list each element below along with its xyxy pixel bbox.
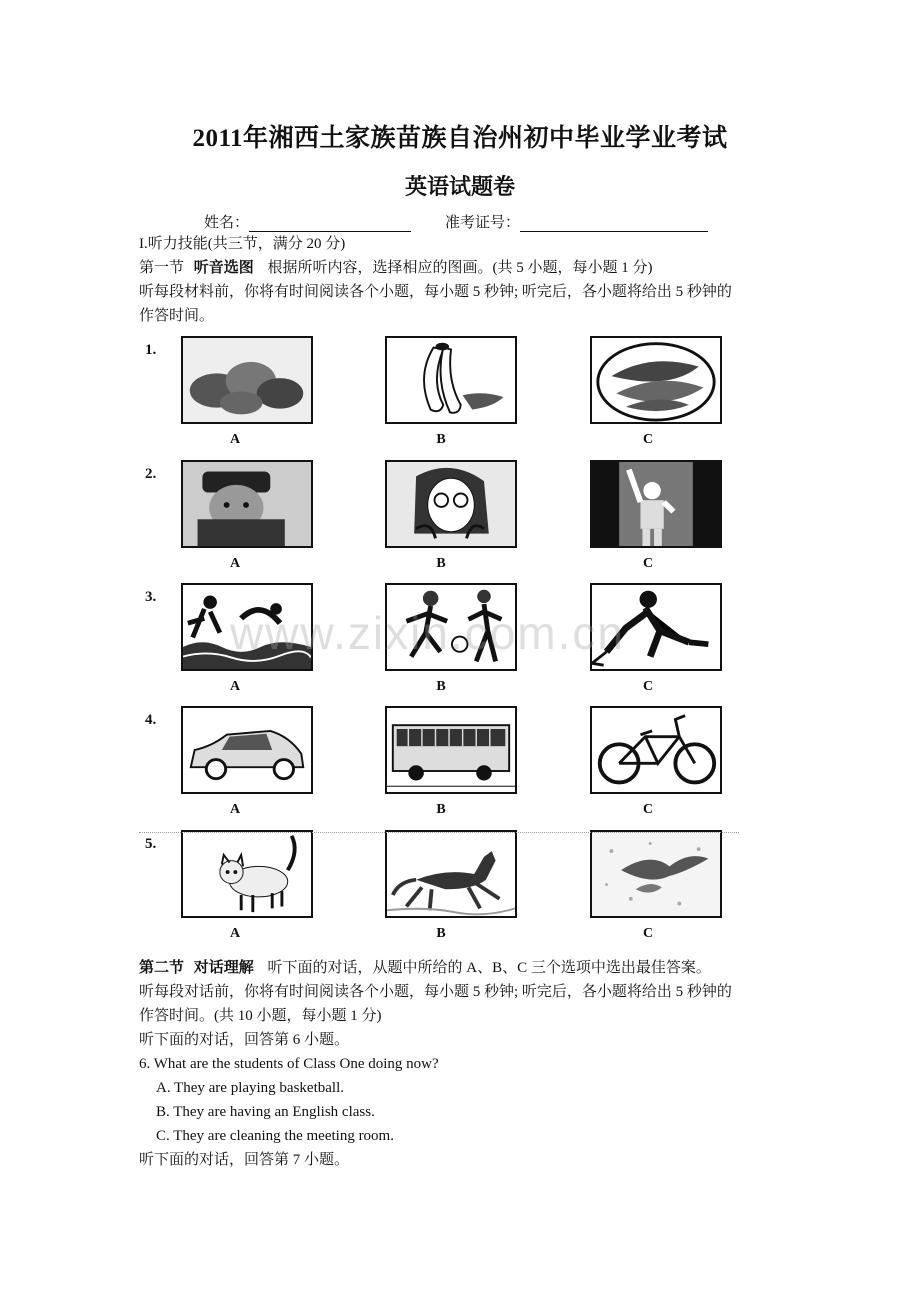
picture-question-1	[139, 336, 739, 456]
option-label-b: B	[436, 679, 446, 694]
picture-question-2	[139, 460, 739, 580]
bird-icon[interactable]	[590, 830, 722, 918]
option-label-c: C	[642, 679, 654, 694]
name-label: 姓名：	[204, 215, 250, 231]
name-blank[interactable]	[249, 215, 411, 232]
question-number: 3.	[145, 589, 157, 605]
q7-intro: 听下面的对话，回答第 7 小题。	[139, 1152, 350, 1168]
option-label-c: C	[642, 432, 654, 447]
name-id-line	[204, 211, 708, 232]
question-number: 2.	[145, 466, 157, 482]
part1-note-line2: 作答时间。	[139, 308, 215, 324]
part1-name: 听音选图	[193, 260, 254, 276]
id-blank[interactable]	[520, 215, 708, 232]
part1-instruction: 第一节 听音选图 根据所听内容，选择相应的图画。(共 5 小题，每小题 1 分)	[139, 260, 653, 276]
option-label-a: A	[229, 432, 241, 447]
picture-question-4	[139, 706, 739, 826]
part2-name: 对话理解	[193, 960, 254, 976]
car-icon[interactable]	[181, 706, 313, 794]
option-label-c: C	[642, 802, 654, 817]
bus-icon[interactable]	[385, 706, 517, 794]
option-label-b: B	[436, 802, 446, 817]
potatoes-icon[interactable]	[181, 336, 313, 424]
part2-note-line2: 作答时间。(共 10 小题，每小题 1 分)	[139, 1008, 382, 1024]
sweet-potatoes-icon[interactable]	[590, 336, 722, 424]
waving-person-icon[interactable]	[590, 460, 722, 548]
bananas-icon[interactable]	[385, 336, 517, 424]
option-label-a: A	[229, 802, 241, 817]
scan-divider	[139, 832, 739, 833]
cat-icon[interactable]	[181, 830, 313, 918]
option-label-b: B	[436, 432, 446, 447]
part2-note-line1: 听每段对话前，你将有时间阅读各个小题，每小题 5 秒钟; 听完后，各小题将给出 5 秒钟的	[139, 984, 732, 1000]
watermark: www.zixin.com.cn	[230, 607, 625, 659]
option-label-a: A	[229, 926, 241, 941]
option-label-c: C	[642, 556, 654, 571]
picture-question-5	[139, 830, 739, 950]
q6-option-b[interactable]: B. They are having an English class.	[156, 1104, 375, 1120]
exam-subtitle: 英语试题卷	[404, 174, 515, 199]
question-number: 1.	[145, 342, 157, 358]
option-label-a: A	[229, 556, 241, 571]
horse-icon[interactable]	[385, 830, 517, 918]
q6-option-a[interactable]: A. They are playing basketball.	[156, 1080, 344, 1096]
question-number: 5.	[145, 836, 157, 852]
section2-block	[139, 956, 799, 1172]
section1-block	[139, 232, 799, 328]
option-label-b: B	[436, 926, 446, 941]
option-label-a: A	[229, 679, 241, 694]
question-number: 4.	[145, 712, 157, 728]
part1-note-line1: 听每段材料前，你将有时间阅读各个小题，每小题 5 秒钟; 听完后，各小题将给出 5 秒钟的	[139, 284, 732, 300]
q6-option-c[interactable]: C. They are cleaning the meeting room.	[156, 1128, 394, 1144]
soldier-icon[interactable]	[181, 460, 313, 548]
section1-heading: I.听力技能(共三节，满分 20 分)	[139, 236, 346, 252]
bicycle-icon[interactable]	[590, 706, 722, 794]
girl-with-glasses-icon[interactable]	[385, 460, 517, 548]
part2-instruction: 第二节 对话理解 听下面的对话，从题中所给的 A、B、C 三个选项中选出最佳答案。	[139, 960, 711, 976]
exam-title: 2011年湘西土家族苗族自治州初中毕业学业考试	[192, 125, 728, 152]
q6-intro: 听下面的对话，回答第 6 小题。	[139, 1032, 350, 1048]
option-label-b: B	[436, 556, 446, 571]
id-label: 准考证号：	[445, 215, 521, 231]
q6-question: 6. What are the students of Class One doing now?	[139, 1056, 439, 1072]
option-label-c: C	[642, 926, 654, 941]
